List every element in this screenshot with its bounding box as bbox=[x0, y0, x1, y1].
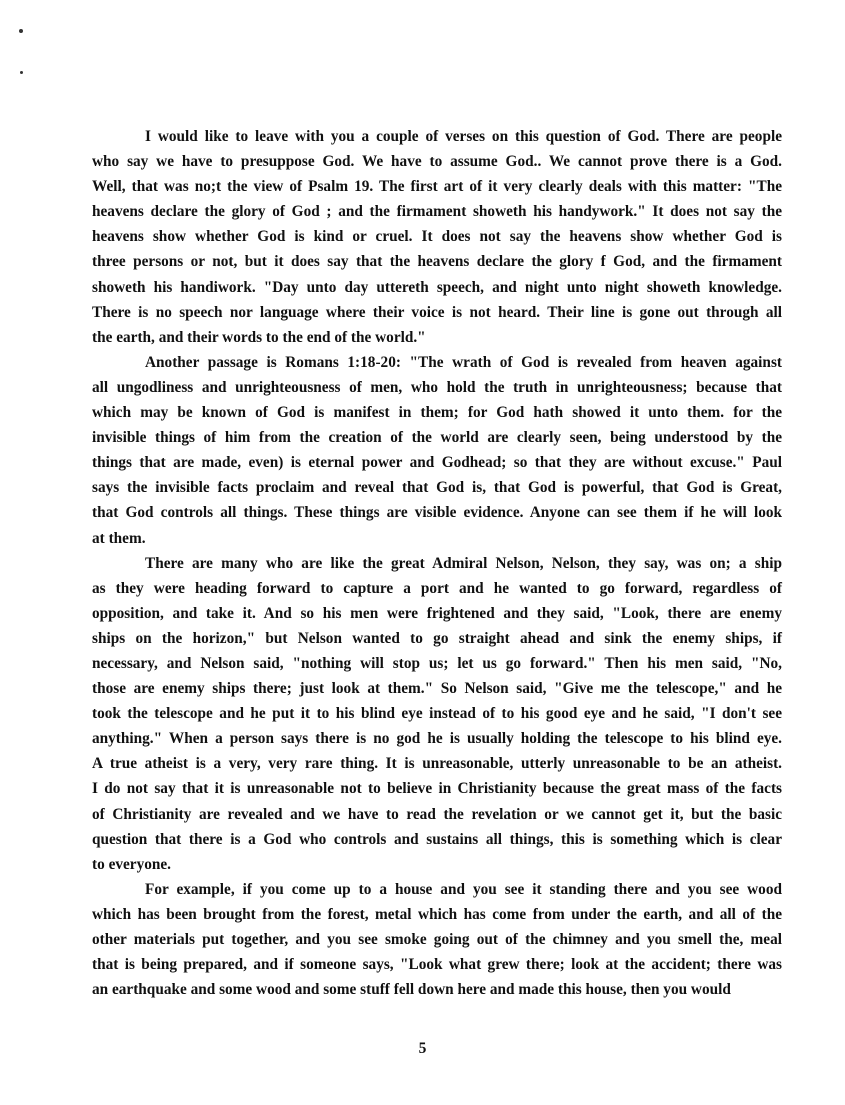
text-line: three persons or not, but it does say that the heavens declare the glory f God, and the firmament bbox=[92, 253, 782, 271]
scan-speck bbox=[19, 29, 23, 33]
scan-speck bbox=[20, 71, 23, 74]
text-line: to everyone. bbox=[92, 855, 172, 873]
text-line: A true atheist is a very, very rare thing. It is unreasonable, utterly unreasonable to be an atheist. bbox=[92, 755, 782, 773]
text-line: at them. bbox=[92, 529, 146, 547]
text-line: invisible things of him from the creation of the world are clearly seen, being understood by the bbox=[92, 429, 782, 447]
text-line: heavens show whether God is kind or cruel. It does not say the heavens show whether God is bbox=[92, 228, 782, 246]
text-line: all ungodliness and unrighteousness of men, who hold the truth in unrighteousness; because that bbox=[92, 378, 782, 396]
text-line: took the telescope and he put it to his blind eye instead of to his good eye and he said, "I don't see bbox=[92, 705, 782, 723]
text-line: anything." When a person says there is no god he is usually holding the telescope to his blind eye. bbox=[92, 730, 782, 748]
text-line: Well, that was no;t the view of Psalm 19. The first art of it very clearly deals with this matter: "The bbox=[92, 178, 782, 196]
text-line: question that there is a God who controls and sustains all things, this is something which is clear bbox=[92, 830, 782, 848]
text-line: which may be known of God is manifest in them; for God hath showed it unto them. for the bbox=[92, 404, 782, 422]
page-number: 5 bbox=[418, 1040, 427, 1057]
text-line: that God controls all things. These things are visible evidence. Anyone can see them if he will look bbox=[92, 504, 782, 522]
paragraph bbox=[92, 551, 782, 877]
body-text bbox=[92, 124, 782, 1002]
text-line: I would like to leave with you a couple of verses on this question of God. There are people bbox=[145, 128, 782, 145]
text-line: necessary, and Nelson said, "nothing will stop us; let us go forward." Then his men said, "No, bbox=[92, 654, 782, 672]
text-line: There is no speech nor language where their voice is not heard. Their line is gone out through all bbox=[92, 303, 782, 321]
text-line: Another passage is Romans 1:18-20: "The wrath of God is revealed from heaven against bbox=[145, 353, 782, 371]
text-line: heavens declare the glory of God ; and the firmament showeth his handywork." It does not say the bbox=[92, 203, 782, 221]
paragraph bbox=[92, 124, 782, 350]
text-line: For example, if you come up to a house and you see it standing there and you see wood bbox=[145, 880, 782, 898]
text-line: that is being prepared, and if someone says, "Look what grew there; look at the accident; there was bbox=[92, 956, 782, 974]
text-line: which has been brought from the forest, metal which has come from under the earth, and all of the bbox=[92, 905, 782, 923]
text-line: things that are made, even) is eternal power and Godhead; so that they are without excuse." Paul bbox=[92, 454, 782, 472]
text-line: opposition, and take it. And so his men were frightened and they said, "Look, there are enemy bbox=[92, 604, 782, 622]
paragraph bbox=[92, 877, 782, 1002]
text-line: says the invisible facts proclaim and reveal that God is, that God is powerful, that God is Great, bbox=[92, 479, 782, 497]
text-line: an earthquake and some wood and some stuff fell down here and made this house, then you would bbox=[92, 981, 731, 999]
text-line: those are enemy ships there; just look at them." So Nelson said, "Give me the telescope," and he bbox=[92, 680, 782, 698]
text-line: who say we have to presuppose God. We have to assume God.. We cannot prove there is a God. bbox=[92, 153, 782, 171]
text-line: other materials put together, and you see smoke going out of the chimney and you smell the, meal bbox=[92, 931, 782, 948]
paragraph bbox=[92, 350, 782, 551]
text-line: the earth, and their words to the end of the world." bbox=[92, 328, 426, 346]
text-line: as they were heading forward to capture a port and he wanted to go forward, regardless of bbox=[92, 579, 782, 597]
text-line: showeth his handiwork. "Day unto day uttereth speech, and night unto night showeth knowledge. bbox=[92, 278, 782, 296]
text-line: I do not say that it is unreasonable not to believe in Christianity because the great mass of the facts bbox=[92, 780, 782, 798]
text-line: There are many who are like the great Admiral Nelson, Nelson, they say, was on; a ship bbox=[145, 554, 782, 572]
text-line: of Christianity are revealed and we have to read the revelation or we cannot get it, but the basic bbox=[92, 805, 782, 823]
text-line: ships on the horizon," but Nelson wanted to go straight ahead and sink the enemy ships, if bbox=[92, 629, 782, 647]
